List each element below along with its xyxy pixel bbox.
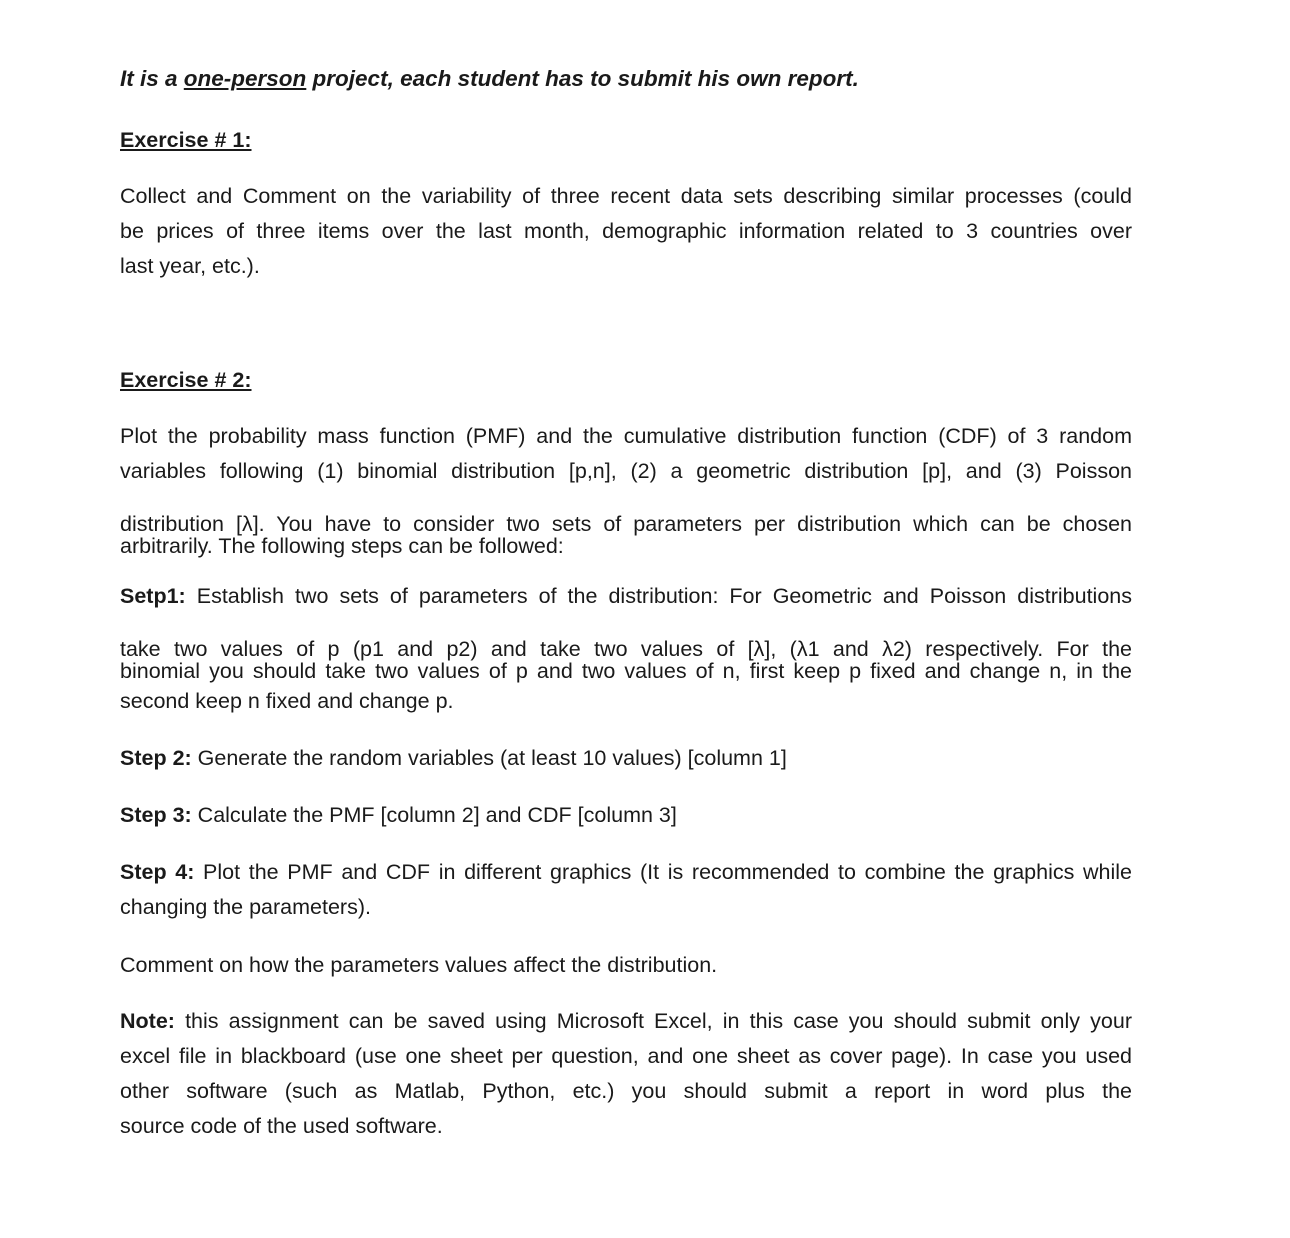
note-label: Note:: [120, 1009, 175, 1033]
step2-line: [120, 745, 1132, 771]
exercise2-heading: Exercise # 2:: [120, 368, 252, 392]
step4-line: changing the parameters).: [120, 895, 371, 919]
exercise1-heading: Exercise # 1:: [120, 128, 252, 152]
step3-text: Calculate the PMF [column 2] and CDF [column 3]: [191, 803, 677, 827]
step4-text: Plot the PMF and CDF in different graphics (It is recommended to combine the graphics while: [194, 860, 1132, 884]
step1-line: binomial you should take two values of p and two values of n, first keep p fixed and change n, in the: [120, 659, 1132, 683]
intro-suffix: project, each student has to submit his own report.: [306, 66, 859, 91]
intro-underlined: one-person: [183, 66, 307, 91]
step2-text: Generate the random variables (at least 10 values) [column 1]: [191, 746, 787, 770]
intro-statement: [120, 66, 1132, 92]
step1-line: [120, 583, 1132, 609]
exercise2-line: arbitrarily. The following steps can be followed:: [120, 534, 564, 558]
step1-line: take two values of p (p1 and p2) and take two values of [λ], (λ1 and λ2) respectively. For the: [120, 637, 1132, 661]
step1-text: Establish two sets of parameters of the distribution: For Geometric and Poisson distributions: [185, 584, 1132, 608]
step1-line: second keep n fixed and change p.: [120, 689, 454, 713]
exercise2-line: distribution [λ]. You have to consider two sets of parameters per distribution which can be chosen: [120, 512, 1132, 536]
step3-label: Step 3:: [120, 803, 192, 827]
intro-prefix: It is a: [120, 66, 184, 91]
note-text: this assignment can be saved using Microsoft Excel, in this case you should submit only your: [174, 1009, 1132, 1033]
note-line: source code of the used software.: [120, 1114, 443, 1138]
note-line: [120, 1008, 1132, 1034]
step1-label: Setp1:: [120, 584, 186, 608]
exercise2-line: variables following (1) binomial distribution [p,n], (2) a geometric distribution [p], and (3) Poisson: [120, 459, 1132, 483]
note-line: other software (such as Matlab, Python, etc.) you should submit a report in word plus the: [120, 1079, 1132, 1103]
step4-line: [120, 859, 1132, 885]
exercise1-line: be prices of three items over the last month, demographic information related to 3 countries over: [120, 219, 1132, 243]
step3-line: [120, 802, 1132, 828]
exercise1-line: last year, etc.).: [120, 254, 260, 278]
exercise2-line: Plot the probability mass function (PMF) and the cumulative distribution function (CDF) of 3 random: [120, 424, 1132, 448]
exercise1-line: Collect and Comment on the variability of three recent data sets describing similar processes (could: [120, 184, 1132, 208]
comment-line: Comment on how the parameters values affect the distribution.: [120, 953, 718, 977]
note-line: excel file in blackboard (use one sheet per question, and one sheet as cover page). In case you used: [120, 1044, 1132, 1068]
step2-label: Step 2:: [120, 746, 192, 770]
step4-label: Step 4:: [120, 860, 195, 884]
